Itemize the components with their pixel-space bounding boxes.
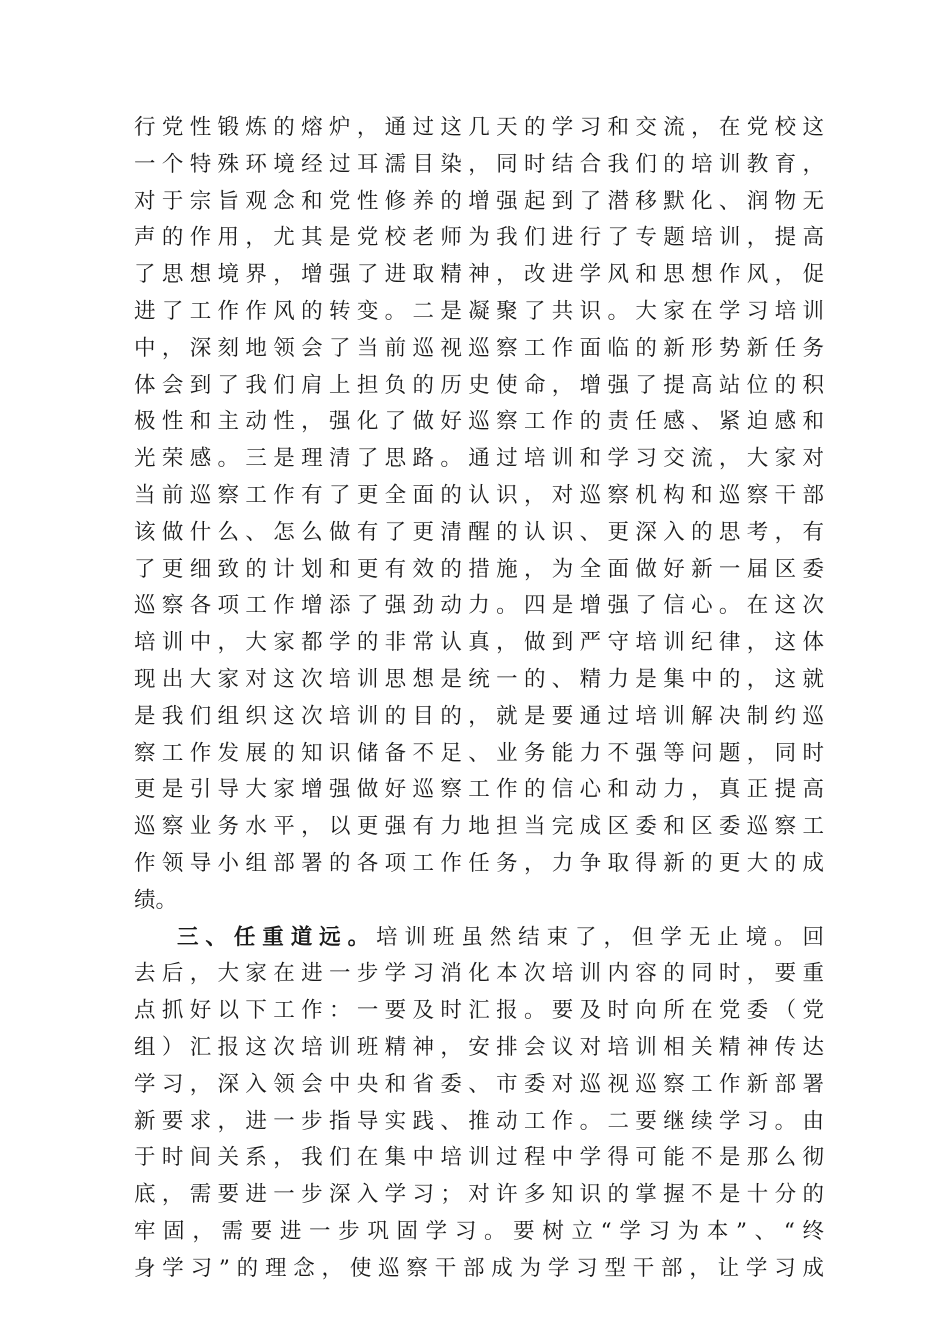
text-line: 了更细致的计划和更有效的措施，为全面做好新一届区委 <box>134 556 824 582</box>
text-line: 作领导小组部署的各项工作任务，力争取得新的更大的成 <box>134 850 824 876</box>
text-line: 行党性锻炼的熔炉，通过这几天的学习和交流，在党校这 <box>134 115 824 140</box>
text-line: 体会到了我们肩上担负的历史使命，增强了提高站位的积 <box>134 372 824 398</box>
body-text <box>134 110 824 1288</box>
text-line: 更是引导大家增强做好巡察工作的信心和动力，真正提高 <box>134 777 824 803</box>
text-line: 巡察业务水平，以更强有力地担当完成区委和区委巡察工 <box>134 814 824 840</box>
text-line: 培训中，大家都学的非常认真，做到严守培训纪律，这体 <box>134 630 824 656</box>
text-line: 该做什么、怎么做有了更清醒的认识、更深入的思考，有 <box>134 519 824 545</box>
text-line: 极性和主动性，强化了做好巡察工作的责任感、紧迫感和 <box>134 409 824 435</box>
text-line: 去后，大家在进一步学习消化本次培训内容的同时，要重 <box>134 961 824 987</box>
text-line: 巡察各项工作增添了强劲动力。四是增强了信心。在这次 <box>134 593 824 619</box>
text-line: 身学习”的理念，使巡察干部成为学习型干部，让学习成 <box>134 1255 824 1281</box>
text-line: 对于宗旨观念和党性修养的增强起到了潜移默化、润物无 <box>134 188 824 214</box>
paragraph-2 <box>134 920 824 1288</box>
text-line: 中，深刻地领会了当前巡视巡察工作面临的新形势新任务 <box>134 335 824 361</box>
text-line: 光荣感。三是理清了思路。通过培训和学习交流，大家对 <box>134 446 824 472</box>
text-line: 新要求，进一步指导实践、推动工作。二要继续学习。由 <box>134 1108 824 1134</box>
text-line: 了思想境界，增强了进取精神，改进学风和思想作风，促 <box>134 262 824 288</box>
text-line: 声的作用，尤其是党校老师为我们进行了专题培训，提高 <box>134 225 824 251</box>
text-line: 现出大家对这次培训思想是统一的、精力是集中的，这就 <box>134 666 824 692</box>
text-line: 进了工作作风的转变。二是凝聚了共识。大家在学习培训 <box>134 298 824 324</box>
text-line: 牢固，需要进一步巩固学习。要树立“学习为本”、“终 <box>134 1218 824 1244</box>
text-line: 点抓好以下工作：一要及时汇报。要及时向所在党委（党 <box>134 998 824 1024</box>
text-line: 学习，深入领会中央和省委、市委对巡视巡察工作新部署 <box>134 1071 824 1097</box>
text-line: 绩。 <box>134 887 178 913</box>
text-line <box>134 920 824 957</box>
text-line: 于时间关系，我们在集中培训过程中学得可能不是那么彻 <box>134 1145 824 1171</box>
paragraph-1 <box>134 110 824 920</box>
text-line: 组）汇报这次培训班精神，安排会议对培训相关精神传达 <box>134 1034 824 1060</box>
text-line: 当前巡察工作有了更全面的认识，对巡察机构和巡察干部 <box>134 482 824 508</box>
text-line: 底，需要进一步深入学习；对许多知识的掌握不是十分的 <box>134 1182 824 1208</box>
section-heading: 三、任重道远。 <box>177 924 377 950</box>
text-line: 察工作发展的知识储备不足、业务能力不强等问题，同时 <box>134 740 824 766</box>
heading-line-text: 培训班虽然结束了，但学无止境。回 <box>376 924 824 950</box>
text-line: 一个特殊环境经过耳濡目染，同时结合我们的培训教育， <box>134 151 824 177</box>
text-line: 是我们组织这次培训的目的，就是要通过培训解决制约巡 <box>134 703 824 729</box>
